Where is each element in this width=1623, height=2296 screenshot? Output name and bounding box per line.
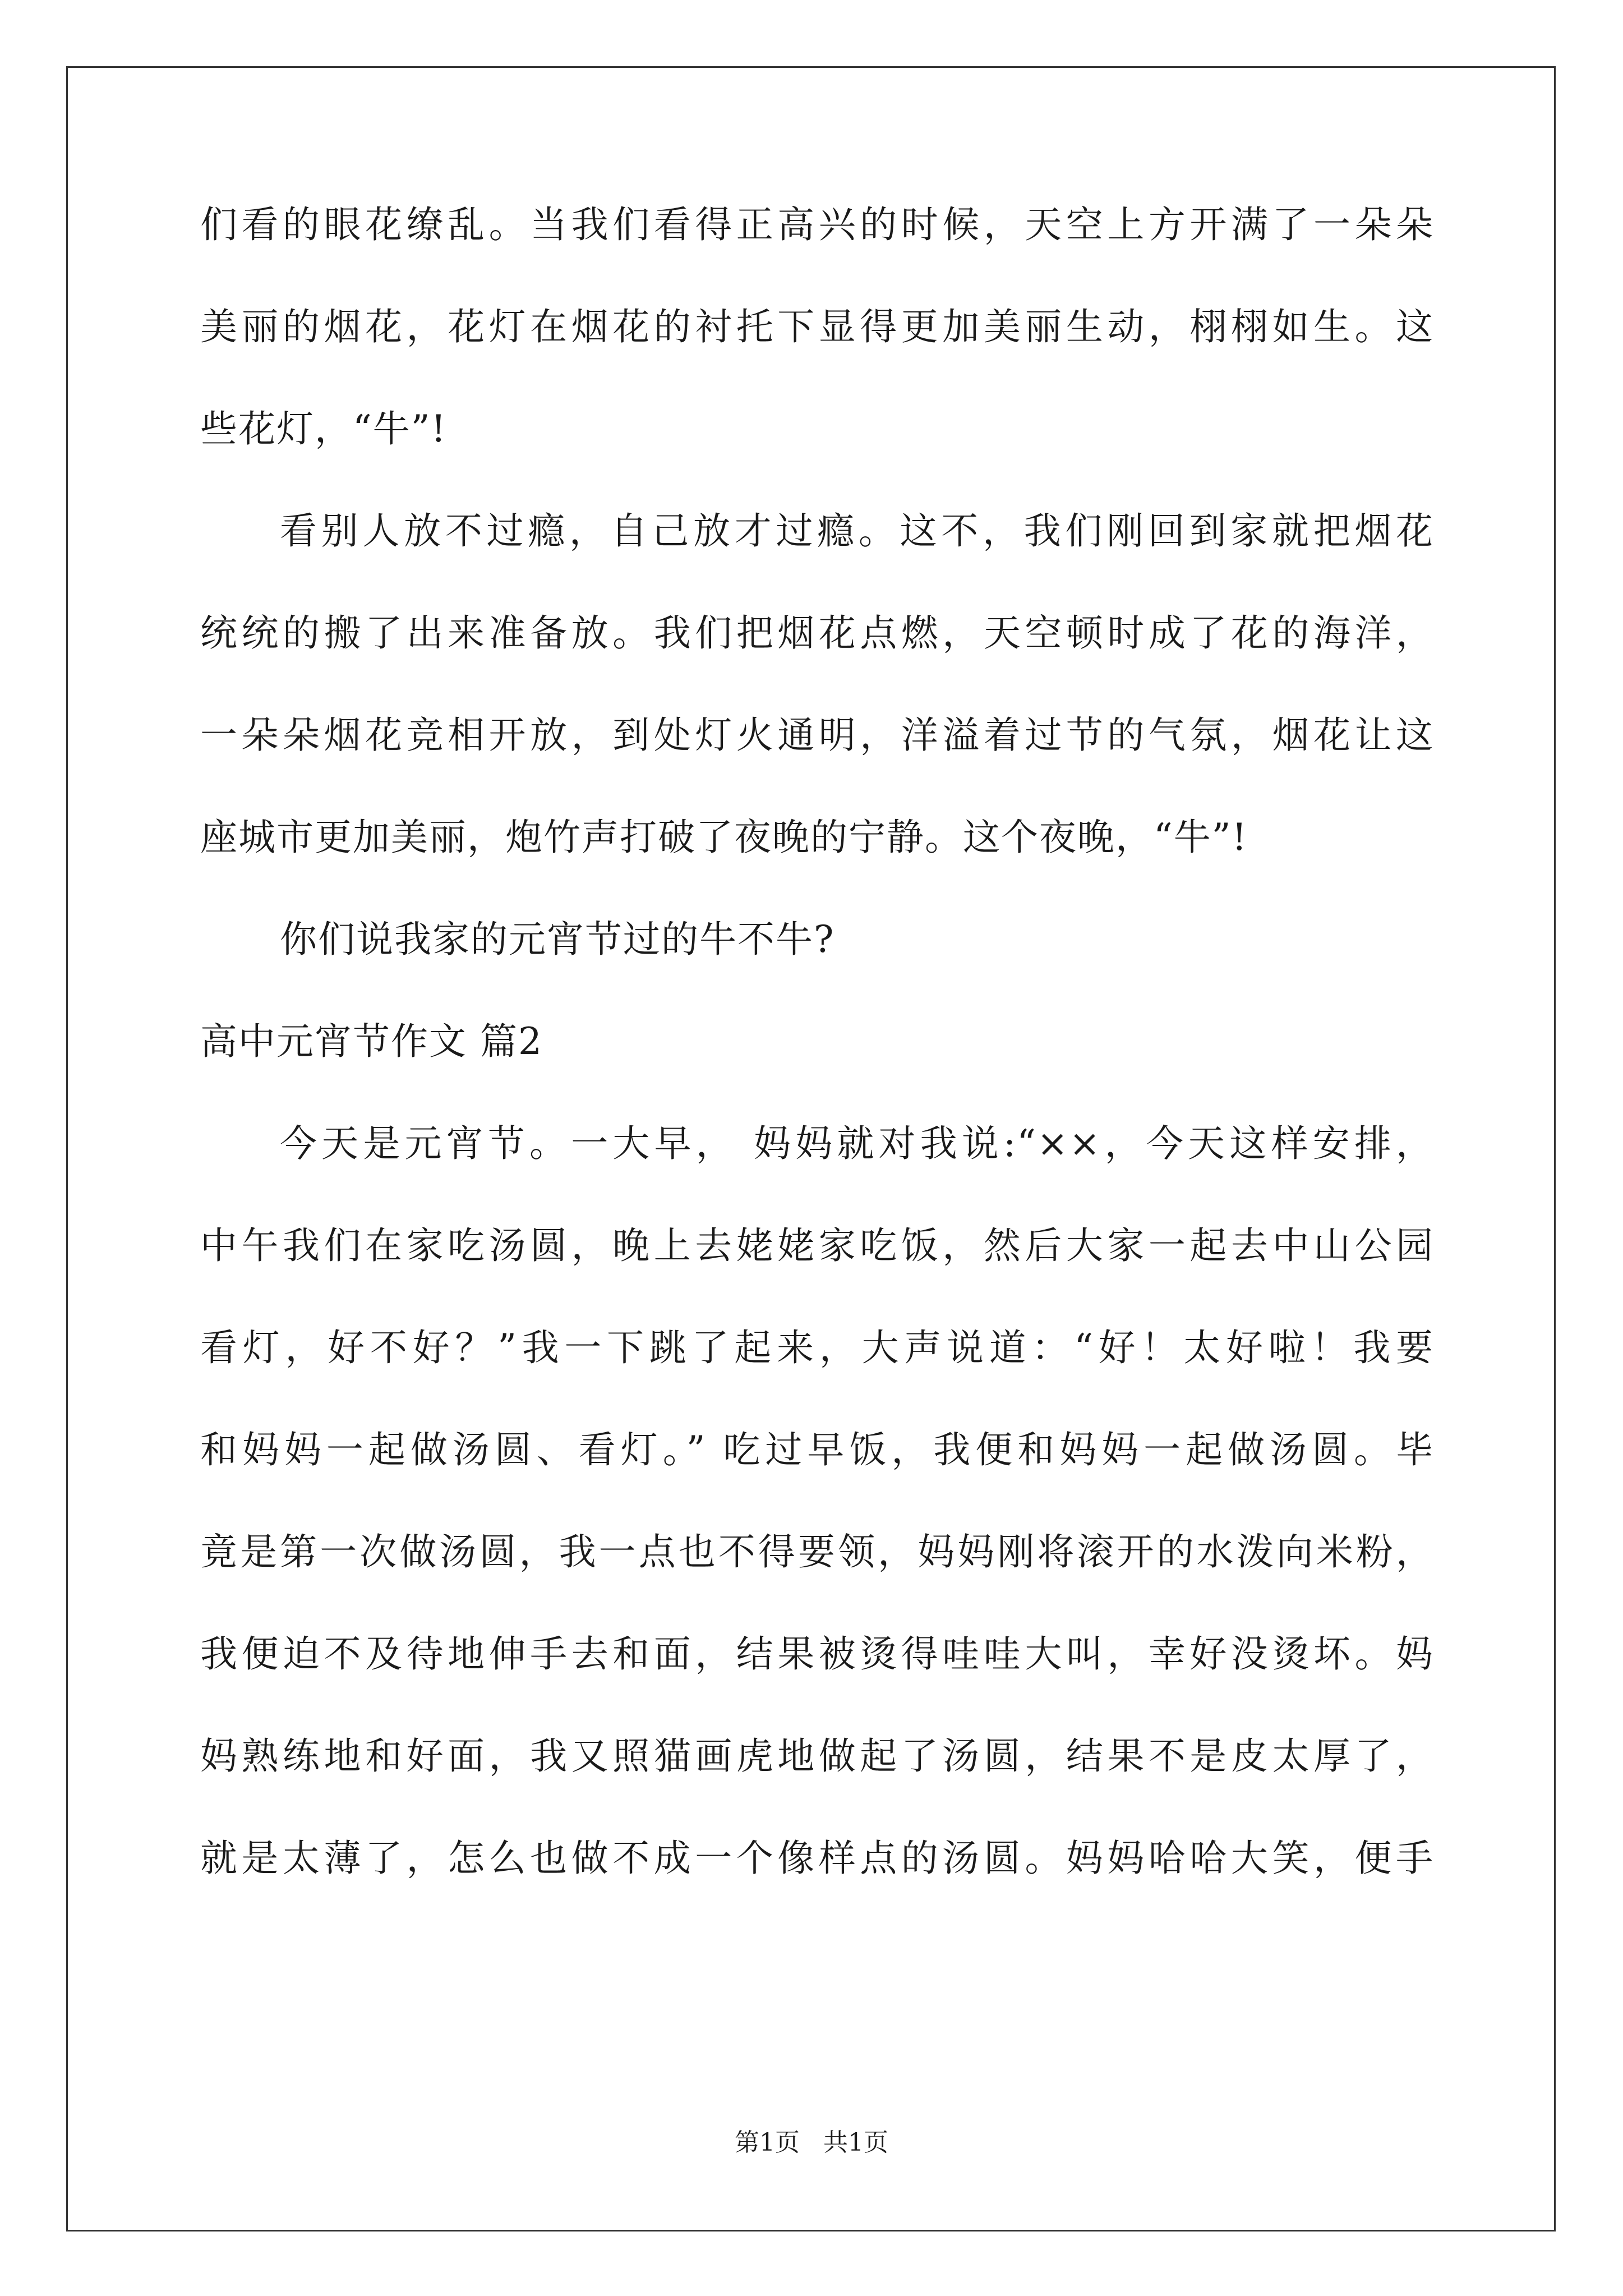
paragraph-line: 一朵朵烟花竞相开放，到处灯火通明，洋溢着过节的气氛，烟花让这 (200, 714, 1434, 757)
paragraph-line: 就是太薄了，怎么也做不成一个像样点的汤圆。妈妈哈哈大笑，便手 (200, 1837, 1434, 1880)
paragraph-line: 和妈妈一起做汤圆、看灯。” 吃过早饭，我便和妈妈一起做汤圆。毕 (200, 1428, 1434, 1471)
paragraph-line: 中午我们在家吃汤圆，晚上去姥姥家吃饭，然后大家一起去中山公园 (200, 1224, 1434, 1267)
paragraph-line: 你们说我家的元宵节过的牛不牛? (280, 918, 835, 961)
paragraph-line: 统统的搬了出来准备放。我们把烟花点燃，天空顿时成了花的海洋， (200, 611, 1434, 655)
document-body (200, 205, 1434, 1940)
section-heading: 高中元宵节作文 篇2 (200, 1020, 543, 1063)
paragraph-line: 竟是第一次做汤圆，我一点也不得要领，妈妈刚将滚开的水泼向米粉， (200, 1530, 1434, 1573)
page-number-footer: 第1页 共1页 (735, 2128, 888, 2157)
paragraph-line: 妈熟练地和好面，我又照猫画虎地做起了汤圆，结果不是皮太厚了， (200, 1734, 1434, 1778)
paragraph-line: 我便迫不及待地伸手去和面，结果被烫得哇哇大叫，幸好没烫坏。妈 (200, 1632, 1434, 1676)
paragraph-line: 看别人放不过瘾，自己放才过瘾。这不，我们刚回到家就把烟花 (280, 509, 1434, 553)
paragraph-line: 座城市更加美丽，炮竹声打破了夜晚的宁静。这个夜晚，“牛”! (200, 816, 1248, 859)
paragraph-line: 看灯，好不好？”我一下跳了起来，大声说道：“好！太好啦！我要 (200, 1326, 1434, 1369)
paragraph-line: 美丽的烟花，花灯在烟花的衬托下显得更加美丽生动，栩栩如生。这 (200, 305, 1434, 348)
paragraph-line: 今天是元宵节。一大早， 妈妈就对我说:“××，今天这样安排， (280, 1122, 1434, 1165)
paragraph-line: 们看的眼花缭乱。当我们看得正高兴的时候，天空上方开满了一朵朵 (200, 203, 1434, 246)
paragraph-line: 些花灯，“牛”! (200, 407, 448, 450)
